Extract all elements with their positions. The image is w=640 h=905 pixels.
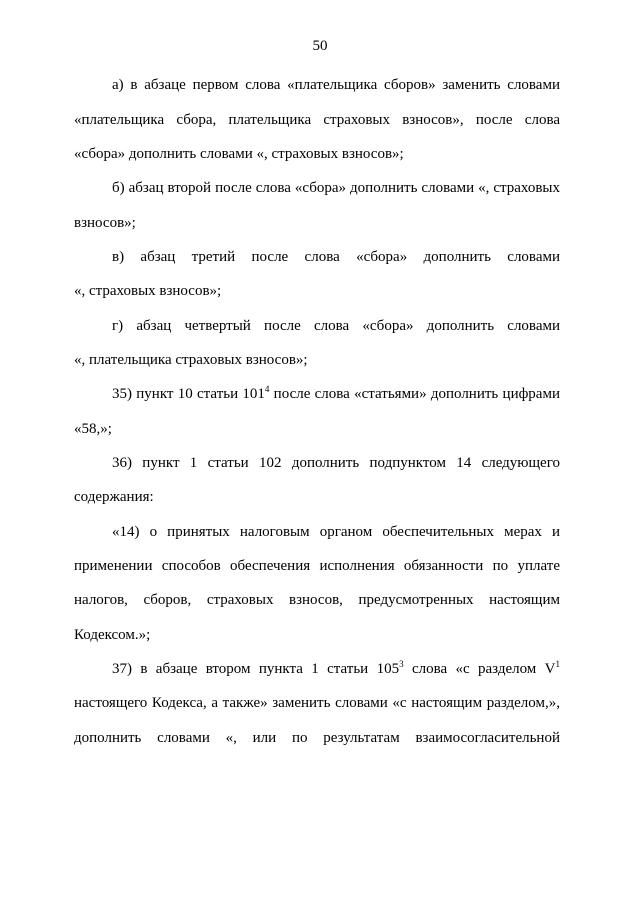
text-line: налогов, сборов, страховых взносов, предусмотренных настоящим (74, 592, 560, 608)
text-line: 36) пункт 1 статьи 102 дополнить подпунктом 14 следующего (112, 455, 560, 471)
text-line: «14) о принятых налоговым органом обеспечительных мерах и (112, 524, 560, 540)
superscript: 4 (264, 384, 270, 394)
text-line: б) абзац второй после слова «сбора» дополнить словами «, страховых (112, 180, 560, 196)
text-line: а) в абзаце первом слова «плательщика сборов» заменить словами (112, 77, 560, 93)
text-fragment: слова «с разделом V (403, 661, 556, 677)
superscript: 1 (555, 659, 560, 669)
text-fragment: после слова «статьями» дополнить цифрами (269, 386, 560, 402)
text-line: дополнить словами «, или по результатам взаимосогласительной (74, 730, 560, 746)
text-line: г) абзац четвертый после слова «сбора» дополнить словами (112, 318, 560, 334)
text-line: «, плательщика страховых взносов»; (74, 352, 308, 368)
text-fragment: 37) в абзаце втором пункта 1 статьи 105 (112, 661, 400, 677)
text-line: «плательщика сбора, плательщика страховых взносов», после слова (74, 112, 560, 128)
text-line: содержания: (74, 489, 154, 505)
superscript: 3 (399, 659, 404, 669)
text-line (112, 385, 560, 403)
text-line: применении способов обеспечения исполнения обязанности по уплате (74, 558, 560, 574)
page-number: 50 (312, 38, 328, 54)
text-line: взносов»; (74, 215, 136, 231)
text-line: настоящего Кодекса, а также» заменить словами «с настоящим разделом,», (74, 695, 560, 711)
text-line: «, страховых взносов»; (74, 283, 222, 299)
text-line: «58,»; (74, 421, 112, 437)
text-line: в) абзац третий после слова «сбора» дополнить словами (112, 249, 560, 265)
text-line: Кодексом.»; (74, 627, 151, 643)
text-line (112, 660, 560, 678)
text-fragment: 35) пункт 10 статьи 101 (112, 386, 265, 402)
text-line: «сбора» дополнить словами «, страховых взносов»; (74, 146, 404, 162)
